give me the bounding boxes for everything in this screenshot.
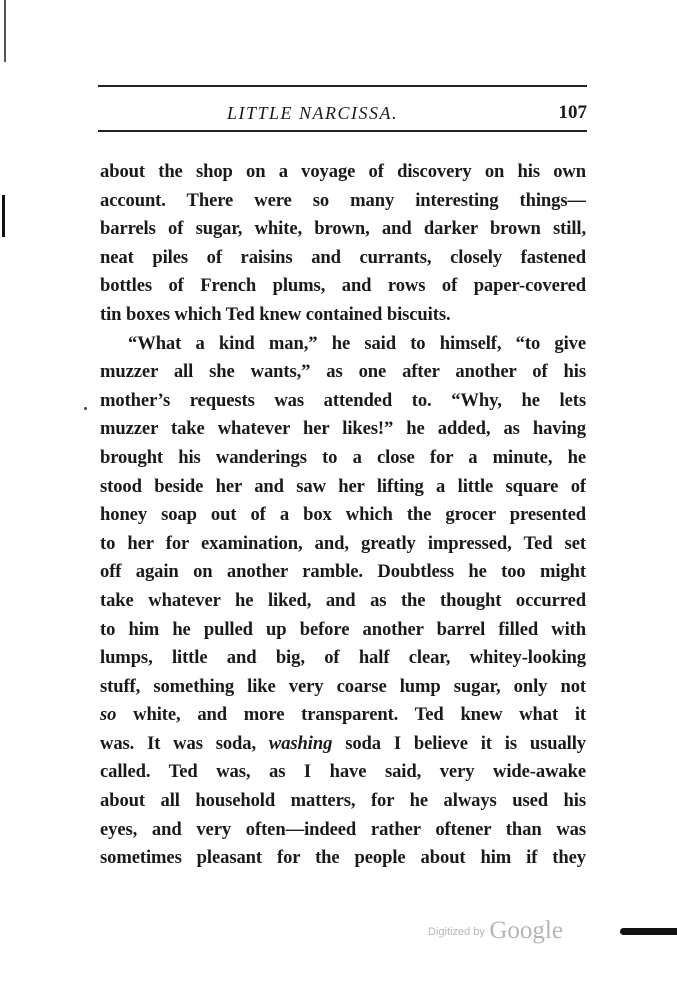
text-line: “What a kind man,” he said to himself, “to give	[128, 332, 586, 354]
header-rule	[98, 130, 587, 132]
text-line: bottles of French plums, and rows of paper-covered	[100, 275, 586, 297]
text-line: to her for examination, and, greatly impressed, Ted set	[100, 532, 586, 554]
body-text	[100, 158, 586, 873]
text-fragment: was. It was soda,	[100, 732, 257, 754]
text-line: take whatever he liked, and as the thought occurred	[100, 589, 586, 611]
text-line: barrels of sugar, white, brown, and darker brown still,	[100, 218, 586, 240]
text-line: to him he pulled up before another barrel filled with	[100, 618, 586, 640]
text-line: stuff, something like very coarse lump sugar, only not	[100, 675, 586, 697]
page-number: 107	[558, 102, 587, 123]
scan-edge-mark-left	[2, 195, 5, 237]
running-title: LITTLE NARCISSA.	[226, 103, 399, 123]
italic-word: so	[100, 704, 117, 726]
text-line: stood beside her and saw her lifting a little square of	[100, 475, 586, 497]
text-line: brought his wanderings to a close for a minute, he	[100, 446, 586, 468]
scan-edge-mark-bottom	[620, 928, 677, 935]
text-line-with-italic	[100, 730, 586, 759]
google-wordmark: Google	[489, 917, 563, 944]
scan-edge-mark-top	[4, 0, 6, 62]
text-line: honey soap out of a box which the grocer presented	[100, 504, 586, 526]
text-line: eyes, and very often—indeed rather oftener than was	[100, 818, 586, 840]
text-line: muzzer all she wants,” as one after another of his	[100, 361, 586, 383]
digitized-watermark	[428, 917, 563, 945]
text-line: sometimes pleasant for the people about him if they	[100, 847, 586, 869]
text-line: about all household matters, for he always used his	[100, 790, 586, 812]
text-line: muzzer take whatever her likes!” he added, as having	[100, 418, 586, 440]
text-line: neat piles of raisins and currants, closely fastened	[100, 246, 586, 268]
top-rule	[98, 85, 587, 87]
text-fragment: white, and more transparent. Ted knew what it	[133, 704, 586, 726]
text-line: mother’s requests was attended to. “Why, he lets	[100, 389, 586, 411]
text-line: called. Ted was, as I have said, very wide-awake	[100, 761, 586, 783]
text-line-with-italic	[100, 701, 586, 730]
text-line: account. There were so many interesting things—	[100, 189, 586, 211]
watermark-prefix: Digitized by	[428, 926, 485, 938]
text-line: tin boxes which Ted knew contained biscuits.	[100, 303, 451, 325]
text-line: off again on another ramble. Doubtless he too might	[100, 561, 586, 583]
scan-speck	[84, 407, 87, 410]
italic-word: washing	[268, 732, 333, 754]
running-header	[98, 100, 587, 130]
text-fragment: soda I believe it is usually	[345, 732, 586, 754]
text-line: about the shop on a voyage of discovery on his own	[100, 161, 586, 182]
text-line: lumps, little and big, of half clear, whitey-looking	[100, 647, 586, 669]
